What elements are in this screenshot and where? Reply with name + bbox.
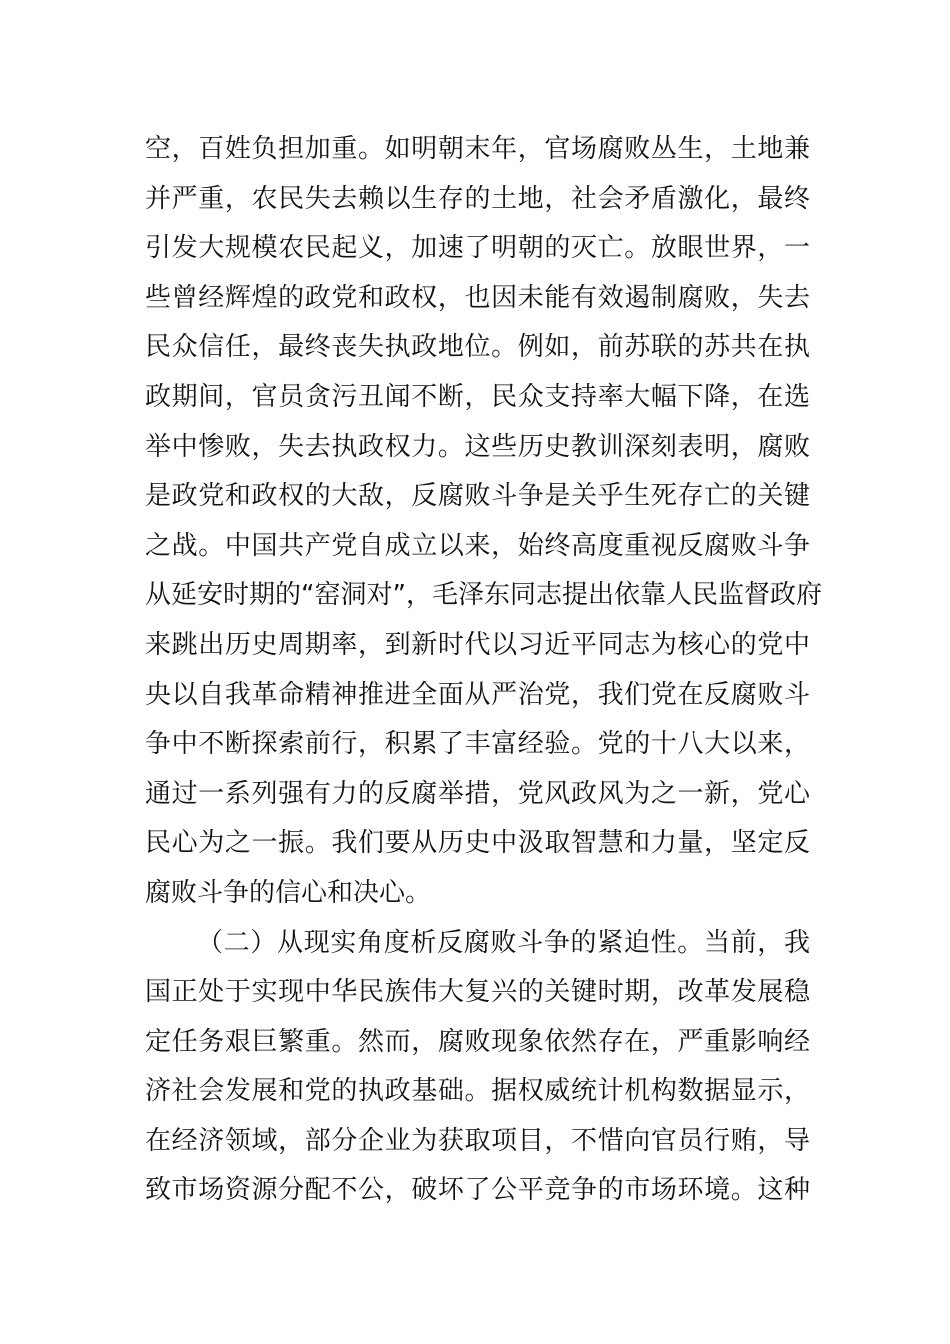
body-text <box>145 125 822 1216</box>
text-line: 并严重，农民失去赖以生存的土地，社会矛盾激化，最终 <box>145 183 810 214</box>
text-line: 民众信任，最终丧失执政地位。例如，前苏联的苏共在执 <box>145 332 810 363</box>
text-line: 之战。中国共产党自成立以来，始终高度重视反腐败斗争 <box>145 530 810 561</box>
text-line: 举中惨败，失去执政权力。这些历史教训深刻表明，腐败 <box>145 431 810 462</box>
text-line: 定任务艰巨繁重。然而，腐败现象依然存在，严重影响经 <box>145 1026 810 1057</box>
text-line: 致市场资源分配不公，破坏了公平竞争的市场环境。这种 <box>145 1175 810 1206</box>
text-line: 从延安时期的“窑洞对”，毛泽东同志提出依靠人民监督政府 <box>145 580 822 611</box>
text-line: 济社会发展和党的执政基础。据权威统计机构数据显示， <box>145 1076 810 1107</box>
text-line: 民心为之一振。我们要从历史中汲取智慧和力量，坚定反 <box>145 828 810 859</box>
section-heading-line: （二）从现实角度析反腐败斗争的紧迫性。当前，我 <box>197 927 810 958</box>
paragraph-end-line: 腐败斗争的信心和决心。 <box>145 877 432 908</box>
text-line: 国正处于实现中华民族伟大复兴的关键时期，改革发展稳 <box>145 977 810 1008</box>
text-line: 争中不断探索前行，积累了丰富经验。党的十八大以来， <box>145 729 810 760</box>
text-line: 是政党和政权的大敌，反腐败斗争是关乎生死存亡的关键 <box>145 481 810 512</box>
text-line: 来跳出历史周期率，到新时代以习近平同志为核心的党中 <box>145 629 810 660</box>
text-line: 在经济领域，部分企业为获取项目，不惜向官员行贿，导 <box>145 1125 810 1156</box>
text-line: 政期间，官员贪污丑闻不断，民众支持率大幅下降，在选 <box>145 381 810 412</box>
text-line: 些曾经辉煌的政党和政权，也因未能有效遏制腐败，失去 <box>145 282 810 313</box>
text-line: 央以自我革命精神推进全面从严治党，我们党在反腐败斗 <box>145 679 810 710</box>
text-line: 空，百姓负担加重。如明朝末年，官场腐败丛生，土地兼 <box>145 134 810 164</box>
text-line: 通过一系列强有力的反腐举措，党风政风为之一新，党心 <box>145 778 810 809</box>
text-line: 引发大规模农民起义，加速了明朝的灭亡。放眼世界，一 <box>145 233 810 264</box>
